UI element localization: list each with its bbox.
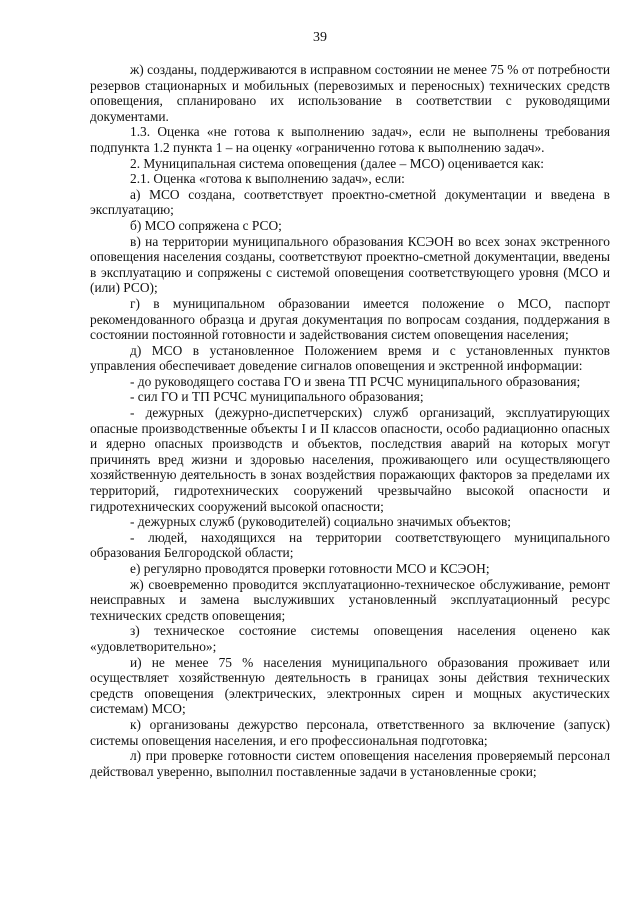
paragraph-l: л) при проверке готовности систем оповещения населения проверяемый персонал действовал уверенно, выполнил поставленные задачи в установленные сроки; [90, 748, 610, 779]
paragraph-z: з) техническое состояние системы оповещения населения оценено как «удовлетворительно»; [90, 623, 610, 654]
paragraph-v: в) на территории муниципального образования КСЭОН во всех зонах экстренного оповещения населения созданы, соответствуют проектно-сметной документации, введены в эксплуатацию и сопряжены с системой оповещения соответствующего уровня (МСО и (или) РСО); [90, 233, 610, 296]
list-item-duty-services: - дежурных (дежурно-диспетчерских) служб организаций, эксплуатирующих опасные производственные объекты I и II классов опасности, особо радиационно опасных и ядерно опасных производств и объектов, последствия аварий на которых могут причинять вред жизни и здоровью населения, проживающего или осуществляющего хозяйственную деятельность в зонах воздействия поражающих факторов за пределами их территорий, гидротехнических сооружений чрезвычайно высокой опасности и гидротехнических сооружений высокой опасности; [90, 405, 610, 514]
list-item-leadership: - до руководящего состава ГО и звена ТП РСЧС муниципального образования; [130, 373, 581, 389]
paragraph-k: к) организованы дежурство персонала, ответственного за включение (запуск) системы оповещения населения, и его профессиональная подготовка; [90, 716, 610, 748]
paragraph-d: д) МСО в установленное Положением время и с установленных пунктов управления обеспечивает доведение сигналов оповещения и экстренной информации: [90, 342, 610, 374]
list-item-social-objects: - дежурных служб (руководителей) социально значимых объектов; [130, 514, 511, 530]
paragraph-zh-maintenance: ж) своевременно проводится эксплуатационно-техническое обслуживание, ремонт неисправных и замена выслуживших установленный эксплуатационный ресурс технических средств оповещения; [90, 576, 610, 623]
paragraph-2-1: 2.1. Оценка «готова к выполнению задач», если: [130, 171, 405, 187]
paragraph-zh-reserves: ж) созданы, поддерживаются в исправном состоянии не менее 75 % от потребности резервов стационарных и мобильных (перевозимых и переносных) технических средств оповещения, спланировано их использование в соответствии с руководящими документами. [90, 62, 610, 124]
paragraph-b: б) МСО сопряжена с РСО; [130, 217, 282, 233]
list-item-people: - людей, находящихся на территории соответствующего муниципального образования Белгородской области; [90, 529, 610, 561]
list-item-forces: - сил ГО и ТП РСЧС муниципального образования; [130, 389, 424, 405]
paragraph-g: г) в муниципальном образовании имеется положение о МСО, паспорт рекомендованного образца и другая документация по вопросам создания, поддержания в состоянии постоянной готовности и задействования систем оповещения населения; [90, 295, 610, 343]
paragraph-e: е) регулярно проводятся проверки готовности МСО и КСЭОН; [130, 561, 490, 576]
page-number: 39 [313, 30, 327, 45]
paragraph-i: и) не менее 75 % населения муниципального образования проживает или осуществляет хозяйственную деятельность в границах зоны действия технических средств оповещения (электрических, электронных сирен и мощных акустических системам) МСО; [90, 654, 610, 717]
paragraph-1-3: 1.3. Оценка «не готова к выполнению задач», если не выполнены требования подпункта 1.2 пункта 1 – на оценку «ограниченно готова к выполнению задач». [90, 124, 610, 155]
document-body [90, 62, 610, 779]
paragraph-a: а) МСО создана, соответствует проектно-сметной документации и введена в эксплуатацию; [90, 186, 610, 218]
paragraph-2: 2. Муниципальная система оповещения (далее – МСО) оценивается как: [130, 155, 545, 171]
